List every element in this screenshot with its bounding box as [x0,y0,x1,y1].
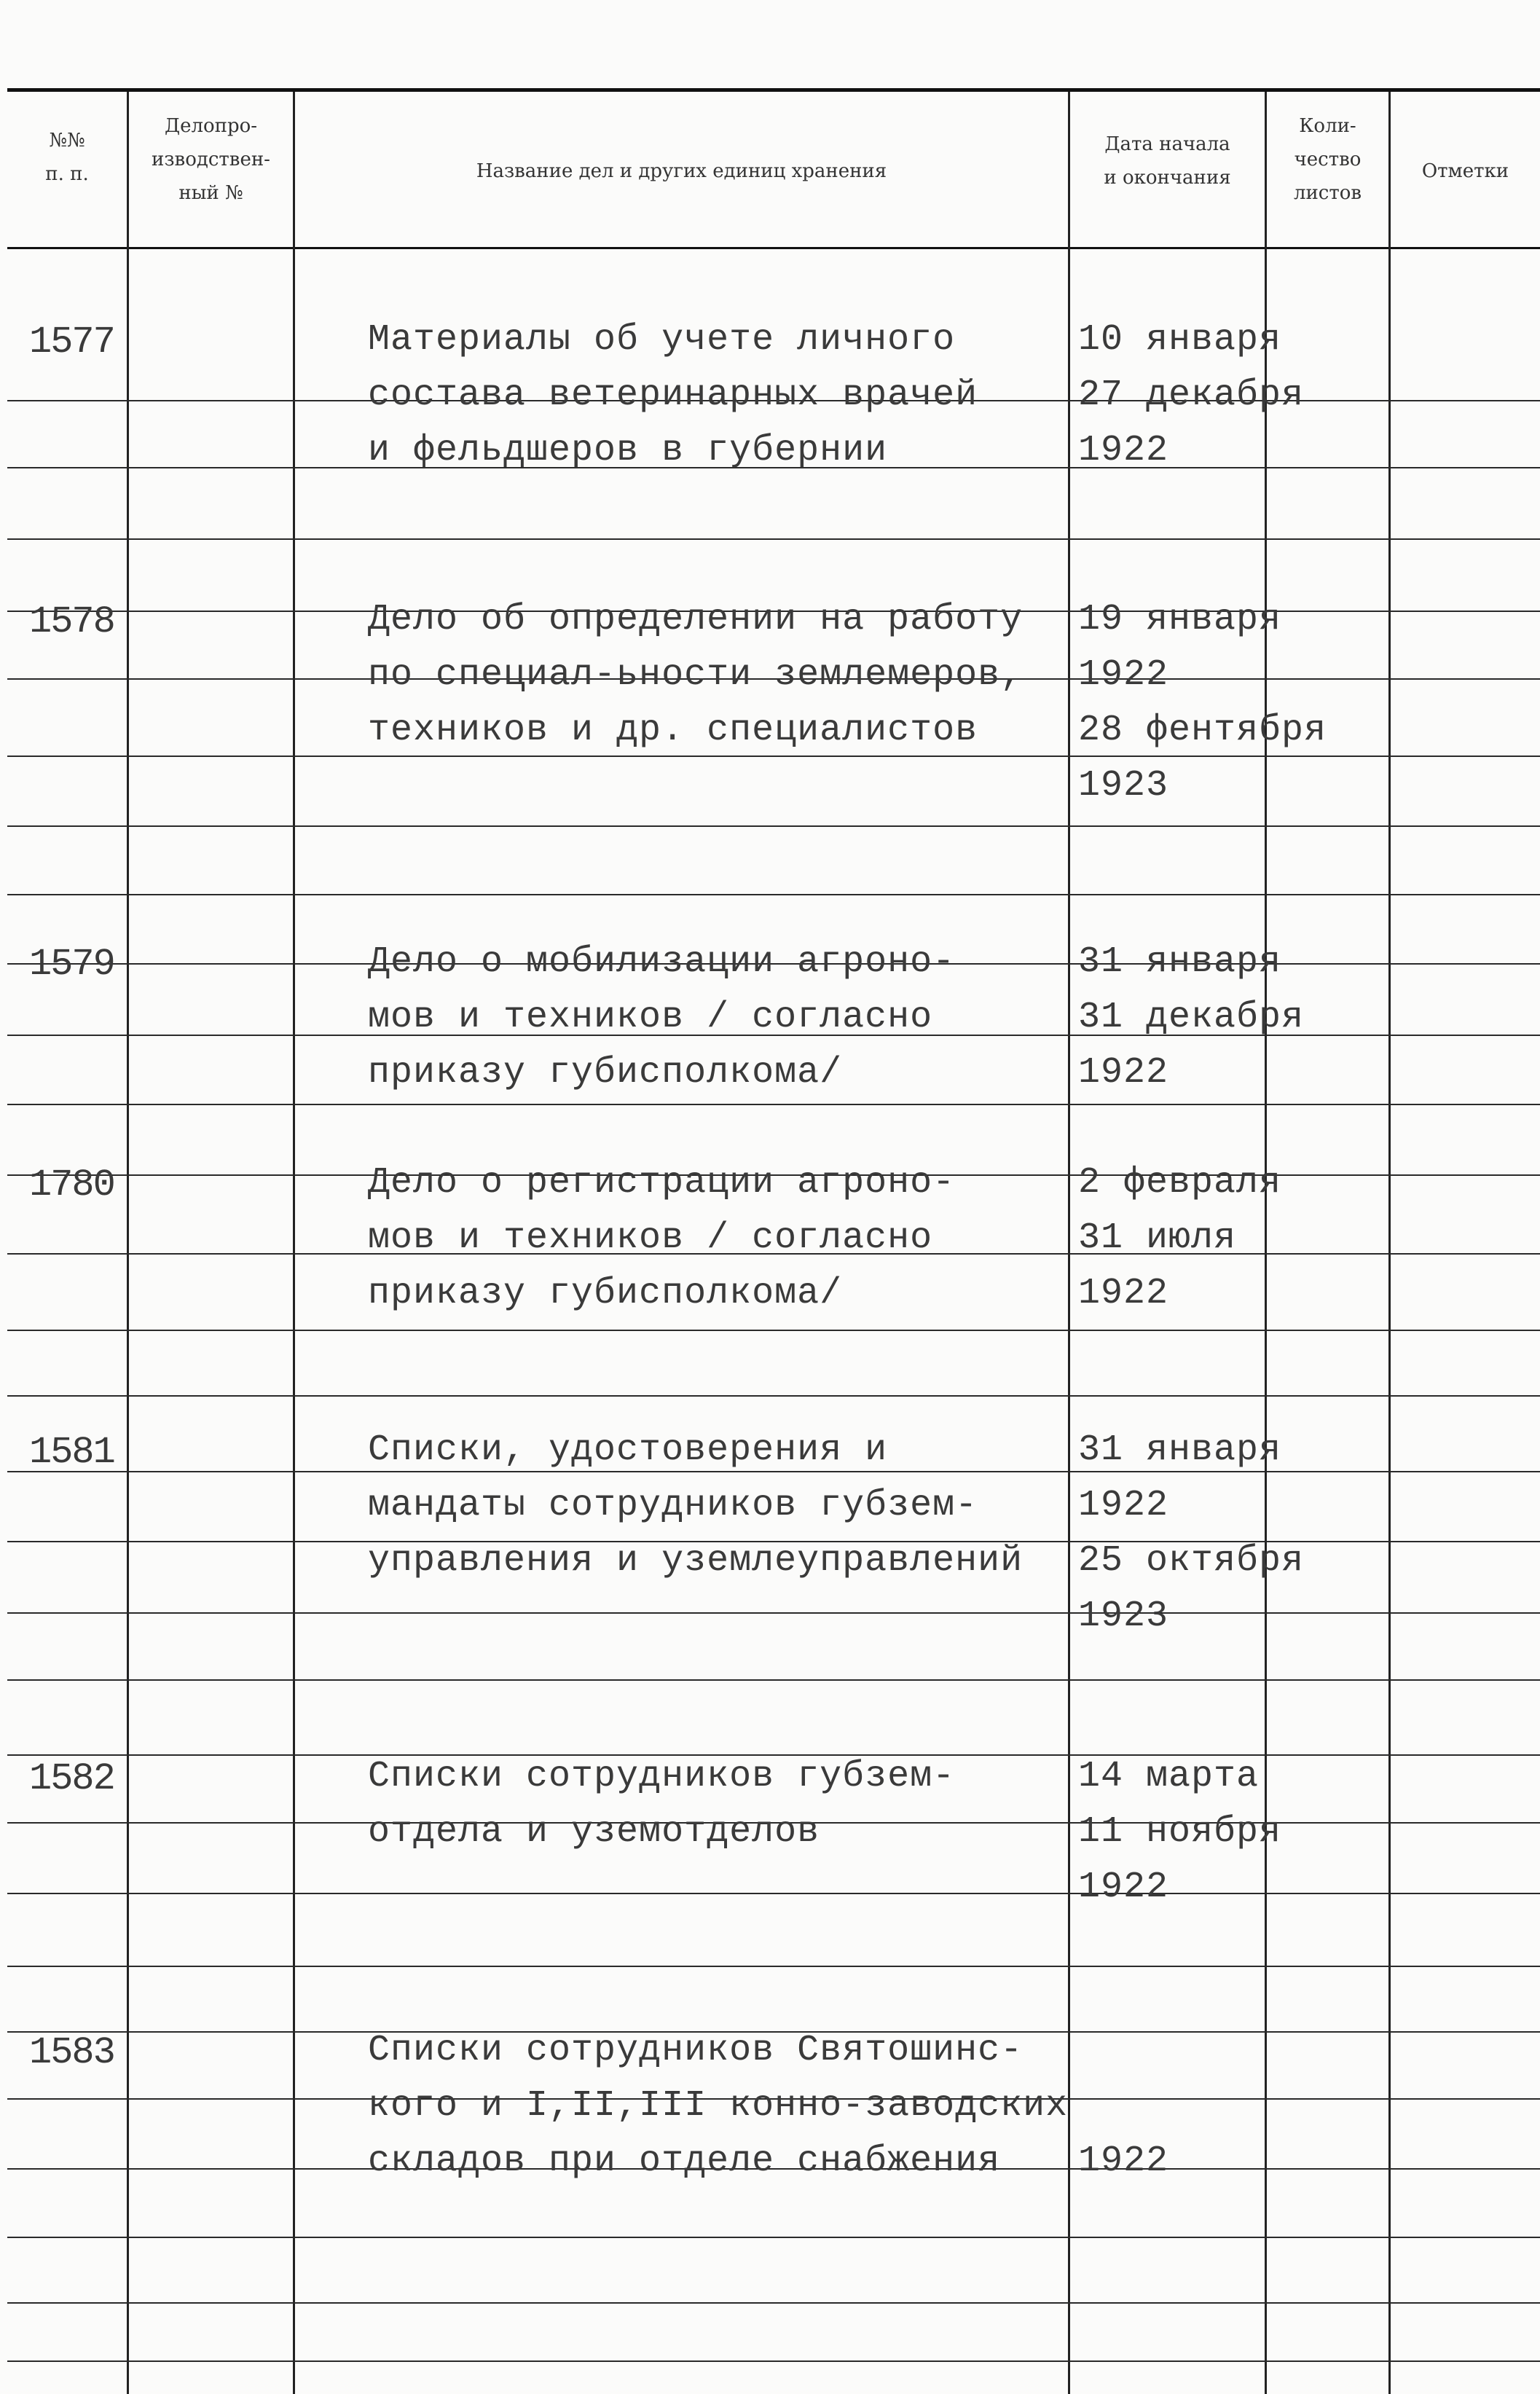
ruled-line [7,1893,1540,1894]
entry-title-line: Дело об определении на работу [368,599,1024,640]
entry-number: 1583 [29,2031,114,2074]
ruled-line [7,1330,1540,1331]
ruled-line [7,894,1540,895]
entry-title-line: Списки, удостоверения и [368,1429,888,1471]
entry-date-line: 10 января [1078,319,1282,361]
entry-date-line: 1922 [1078,1867,1169,1908]
entry-date-line: 11 ноября [1078,1811,1282,1853]
col-divider-4 [1265,92,1267,2394]
entry-date-line: 1922 [1078,1485,1169,1526]
ruled-line [7,1966,1540,1967]
entry-date-line: 14 марта [1078,1756,1260,1797]
header-col-notes: Отметки [1421,160,1509,182]
entry-title-line: и фельдшеров в губернии [368,430,888,471]
entry-date-line: 2 февраля [1078,1162,1282,1204]
entry-number: 1780 [29,1163,114,1206]
entry-title-line: по специал-ьности землемеров, [368,654,1024,696]
entry-title-line: приказу губисполкома/ [368,1273,843,1314]
ruled-line [7,1471,1540,1472]
ruled-line [7,2302,1540,2304]
entry-date-line: 1923 [1078,1596,1169,1637]
ruled-line [7,1104,1540,1105]
entry-number: 1579 [29,943,114,986]
entry-title-line: мов и техников / согласно [368,997,933,1038]
table-top-border [7,88,1540,92]
entry-title-line: приказу губисполкома/ [368,1052,843,1094]
ruled-line [7,1679,1540,1681]
entry-title-line: кого и I,II,III конно-заводских [368,2085,1069,2127]
entry-date-line: 1922 [1078,654,1169,696]
entry-date-line: 1922 [1078,1273,1169,1314]
entry-title-line: Дело о мобилизации агроно- [368,941,956,983]
ruled-line [7,1395,1540,1397]
entry-date-line: 1922 [1078,430,1169,471]
ruled-line [7,1612,1540,1614]
col-divider-2 [293,92,295,2394]
col-divider-1 [127,92,129,2394]
entry-title-line: мов и техников / согласно [368,1217,933,1259]
entry-number: 1577 [29,321,114,364]
entry-number: 1582 [29,1757,114,1800]
header-col-number: №№ п. п. [45,130,89,185]
entry-date-line: 1922 [1078,2140,1169,2182]
entry-date-line: 31 января [1078,1429,1282,1471]
entry-title-line: Списки сотрудников Святошинс- [368,2030,1024,2071]
entry-number: 1581 [29,1431,114,1474]
col-divider-5 [1388,92,1391,2394]
entry-date-line: 1923 [1078,765,1169,806]
entry-date-line: 31 июля [1078,1217,1237,1259]
entry-title-line: Списки сотрудников губзем- [368,1756,956,1797]
entry-date-line: 27 декабря [1078,374,1305,416]
header-col-office-number: Делопро- изводствен- ный № [152,115,270,204]
ruled-line [7,538,1540,540]
entry-date-line: 28 фентября [1078,710,1327,751]
header-bottom-border [7,247,1540,249]
entry-date-line: 1922 [1078,1052,1169,1094]
entry-date-line: 25 октября [1078,1540,1305,1582]
entry-title-line: отдела и уземотделов [368,1811,820,1853]
entry-title-line: складов при отделе снабжения [368,2140,1001,2182]
ruled-line [7,825,1540,827]
entry-title-line: техников и др. специалистов [368,710,978,751]
col-divider-3 [1068,92,1070,2394]
entry-date-line: 19 января [1078,599,1282,640]
entry-title-line: Дело о регистрации агроно- [368,1162,956,1204]
header-col-dates: Дата начала и окончания [1104,133,1231,189]
entry-title-line: управления и уземлеуправлений [368,1540,1024,1582]
entry-date-line: 31 декабря [1078,997,1305,1038]
ruled-line [7,2237,1540,2238]
header-col-sheets: Коли- чество листов [1293,115,1362,204]
entry-number: 1578 [29,600,114,643]
entry-title-line: состава ветеринарных врачей [368,374,978,416]
ruled-line [7,2360,1540,2362]
entry-title-line: Материалы об учете личного [368,319,956,361]
entry-title-line: мандаты сотрудников губзем- [368,1485,978,1526]
entry-date-line: 31 января [1078,941,1282,983]
header-col-title: Название дел и других единиц хранения [476,160,887,182]
ruled-line [7,756,1540,757]
